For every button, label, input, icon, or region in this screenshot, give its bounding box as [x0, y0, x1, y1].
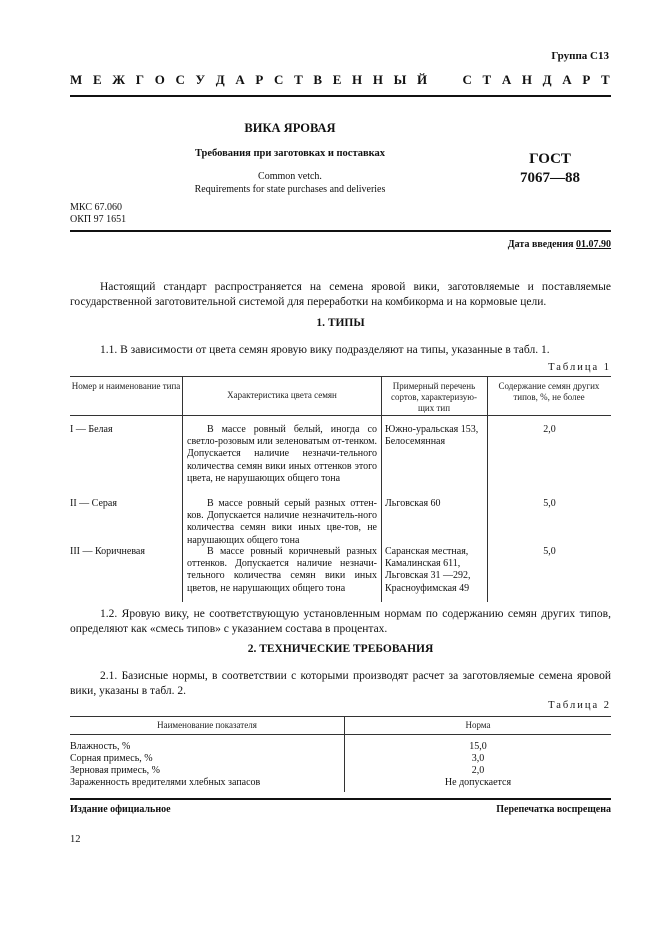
table-2-caption: Таблица 2 — [548, 700, 611, 711]
table-1-caption: Таблица 1 — [548, 362, 611, 373]
banner-letter: Р — [255, 72, 264, 87]
effective-date-value: 01.07.90 — [576, 239, 611, 250]
table-2-row-1-norm: 15,0 — [469, 741, 487, 752]
table-2-row-1-name: Влажность, % — [70, 741, 131, 752]
table-1-header-type: Номер и наименование типа — [71, 381, 181, 391]
table-1-row-2-varieties: Льговская 60 — [385, 498, 441, 509]
table-1-row-2-desc: В массе ровный серый разных оттен-ков. Допускается наличие незначитель-ного количества семян вики иных цве-тов, не нарушающих общего тона — [187, 498, 377, 546]
table-1-header-desc: Характеристика цвета семян — [227, 390, 337, 400]
table-2-row-2-name: Сорная примесь, % — [70, 753, 153, 764]
section-2-heading: 2. ТЕХНИЧЕСКИЕ ТРЕБОВАНИЯ — [247, 643, 434, 655]
header-rule — [70, 95, 611, 97]
mks-code: МКС 67.060 — [70, 202, 122, 213]
banner-letter: Н — [352, 72, 363, 87]
gost-number: 7067—88 — [520, 170, 580, 186]
table-1-row-2-type: II — Серая — [70, 498, 117, 509]
banner-letter: Е — [92, 72, 102, 87]
table-1-row-1-desc: В массе ровный белый, иногда со светло-розовым или зеленоватым от-тенком. Допускается наличие незначи-тельного количества семян вики иных оттенков этого цвета, не нарушающих общего тона — [187, 424, 377, 484]
banner-letter: В — [313, 72, 323, 87]
banner-letter: Н — [521, 72, 533, 87]
page-number: 12 — [70, 834, 81, 845]
table-1-row-3-type: III — Коричневая — [70, 546, 145, 557]
table-1-row-1-type: I — Белая — [70, 424, 113, 435]
banner-letter: Н — [372, 72, 383, 87]
banner-letter: Д — [542, 72, 552, 87]
table-1 — [70, 376, 611, 602]
table-1-row-2-content: 5,0 — [543, 498, 556, 509]
table-col-divider — [487, 376, 488, 602]
section-1-heading: 1. ТИПЫ — [316, 317, 365, 329]
table-col-divider — [381, 376, 382, 602]
table-2-row-3-norm: 2,0 — [471, 765, 485, 776]
document-title: ВИКА ЯРОВАЯ — [244, 121, 336, 135]
banner-letter: О — [154, 72, 165, 87]
titleblock-rule — [70, 230, 611, 232]
gost-label: ГОСТ — [529, 151, 571, 167]
table-rule — [70, 376, 611, 377]
english-title-line1: Common vetch. — [258, 171, 322, 182]
effective-date — [508, 239, 611, 250]
table-1-row-3-varieties: Саранская местная, Камалинская 611, Льговская 31 —292, Красноуфимская 49 — [385, 546, 471, 594]
banner-letter: Т — [600, 72, 610, 87]
table-2 — [70, 716, 611, 792]
paragraph-1-1: 1.1. В зависимости от цвета семян яровую вику подразделяют на типы, указанные в табл. 1. — [100, 344, 550, 356]
banner-letter: Р — [582, 72, 591, 87]
banner-letter: Т — [482, 72, 492, 87]
table-1-row-3-desc: В массе ровный коричневый разных оттенков. Допускается наличие незначи-тельного количества семян вики иных цветов, не нарушающих общего тона — [187, 546, 377, 594]
table-2-row-2-norm: 3,0 — [471, 753, 485, 764]
intro-paragraph: Настоящий стандарт распространяется на семена яровой вики, заготовляемые и поставляемые государственной заготовительной системой для переработки на комбикорма и на кормовые цели. — [70, 281, 611, 308]
paragraph-1-2: 1.2. Яровую вику, не соответствующую установленным нормам по содержанию семян других типов, определяют как «смесь типов» с указанием состава в процентах. — [70, 608, 611, 635]
paragraph-2-1: 2.1. Базисные нормы, в соответствии с которыми производят расчет за заготовляемые семена яровой вики, указаны в табл. 2. — [70, 670, 611, 697]
table-1-header-varieties: Примерный перечень сортов, характеризую-щих тип — [391, 381, 477, 413]
english-title-line2: Requirements for state purchases and deliveries — [194, 184, 386, 195]
table-col-divider — [182, 376, 183, 602]
banner-letter: А — [562, 72, 572, 87]
banner-letter: Ж — [112, 72, 126, 87]
banner-letter: А — [235, 72, 245, 87]
banner-letter: Д — [215, 72, 225, 87]
table-rule — [70, 716, 611, 717]
banner-letter: А — [501, 72, 512, 87]
banner-letter: М — [70, 72, 83, 87]
banner-letter: Ы — [393, 72, 407, 87]
banner-letter: С — [462, 72, 472, 87]
effective-date-label: Дата введения — [507, 239, 576, 250]
table-2-row-3-name: Зерновая примесь, % — [70, 765, 160, 776]
document-subtitle: Требования при заготовках и поставках — [194, 148, 386, 159]
banner-letter: Й — [417, 72, 428, 87]
table-rule — [70, 734, 611, 735]
banner-letter: Г — [135, 72, 145, 87]
banner-letter: Т — [294, 72, 303, 87]
banner-letter: Е — [332, 72, 342, 87]
table-2-header-norm: Норма — [465, 720, 491, 730]
gost-designation — [505, 150, 595, 188]
banner-letter: С — [175, 72, 185, 87]
table-2-row-4-norm: Не допускается — [444, 777, 512, 788]
table-rule — [70, 415, 611, 416]
official-edition: Издание официальное — [70, 804, 171, 815]
table-1-row-3-content: 5,0 — [543, 546, 556, 557]
table-1-row-1-content: 2,0 — [543, 424, 556, 435]
standard-banner — [70, 72, 610, 88]
banner-letter: У — [195, 72, 206, 87]
okp-code: ОКП 97 1651 — [70, 214, 127, 225]
table-2-row-4-name: Зараженность вредителями хлебных запасов — [70, 777, 261, 788]
banner-letter: С — [274, 72, 284, 87]
group-code: Группа С13 — [551, 50, 609, 62]
table-2-header-name: Наименование показателя — [157, 720, 257, 730]
table-1-header-content: Содержание семян других типов, %, не более — [498, 381, 600, 402]
banner-gap — [438, 72, 452, 88]
reprint-prohibited: Перепечатка воспрещена — [496, 804, 611, 815]
english-title — [130, 170, 450, 196]
footer-rule — [70, 798, 611, 800]
table-1-row-1-varieties: Южно-уральская 153, Белосемянная — [385, 424, 479, 448]
classification-codes — [70, 202, 126, 226]
